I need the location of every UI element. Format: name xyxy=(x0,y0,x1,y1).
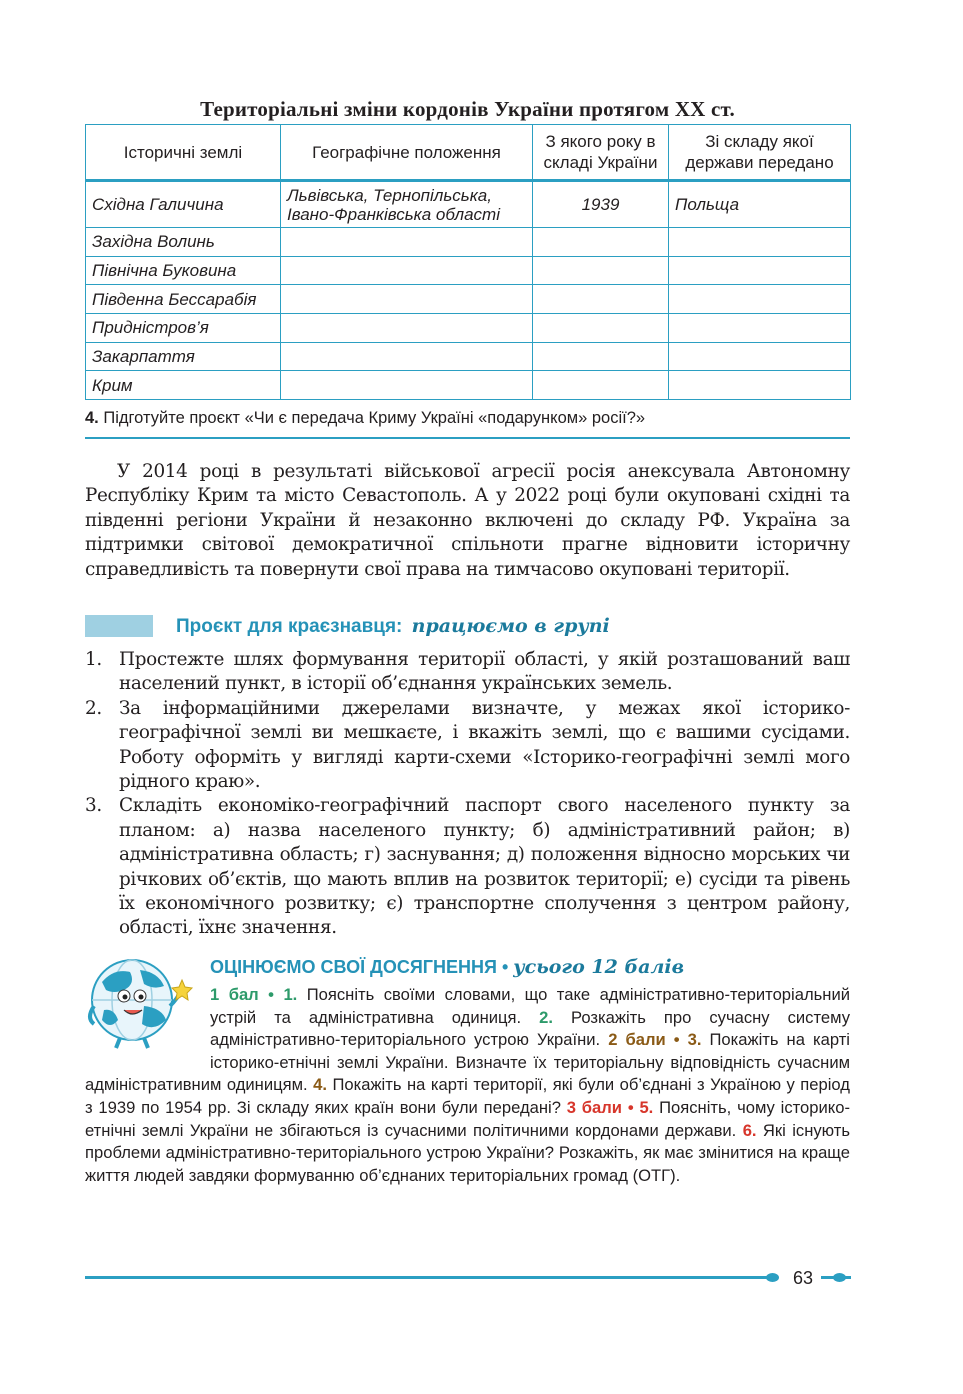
table-row xyxy=(86,285,851,314)
table-cell xyxy=(669,256,851,285)
header-cell: Історичні землі xyxy=(86,125,281,181)
table-cell xyxy=(533,314,669,343)
project-list xyxy=(85,648,850,941)
question-text: Розкажіть про сучасну систему адміністративно-територіального устрою України. xyxy=(210,1007,850,1050)
table-cell xyxy=(533,342,669,371)
question-number: 4. xyxy=(313,1075,327,1095)
table-header-row xyxy=(86,125,851,181)
list-item xyxy=(85,697,850,795)
table-cell: Придністров’я xyxy=(86,314,281,343)
table-cell: Польща xyxy=(669,181,851,228)
list-text: Складіть економіко-географічний паспорт свого населеного пункту за планом: а) назва населеного пункту; б) адміністративний район; в) адміністративна область; г) заснування; д) положення відносно морських чи річкових об’єктів, що мають вплив на розвиток території; е) сусіди та рівень їх економічного розвитку; є) транспортне сполучення з центром району, області, їхнє значення. xyxy=(119,795,850,939)
table-cell: Крим xyxy=(86,371,281,400)
project-marker-bar xyxy=(85,615,153,637)
table-cell xyxy=(281,314,533,343)
question-text: Поясніть своїми словами, що таке адміністративно-територіальний устрій та адміністративна одиниця. xyxy=(210,985,850,1027)
project-subheading: працюємо в групі xyxy=(411,615,610,637)
assessment-body xyxy=(85,984,850,1187)
footer-dot-icon xyxy=(766,1273,779,1282)
project-heading-label: Проєкт для краєзнавця: xyxy=(176,616,403,637)
table-cell xyxy=(533,371,669,400)
table-cell xyxy=(281,342,533,371)
table-cell: Західна Волинь xyxy=(86,228,281,257)
page-number: 63 xyxy=(793,1268,814,1288)
list-text: Простежте шлях формування території області, у якій розташований ваш населений пункт, в історії об’єднання українських земель. xyxy=(119,649,850,695)
question-number: 2. xyxy=(539,1007,553,1027)
table-row xyxy=(86,342,851,371)
footer-rule-end xyxy=(821,1276,851,1279)
table-cell xyxy=(669,285,851,314)
body-paragraph: У 2014 році в результаті військової агресії росія анексувала Автономну Республіку Крим та місто Севастополь. А у 2022 році були окуповані східні та південні регіони України й незаконно включені до складу РФ. Україна за підтримки світової демократичної спільноти прагне відновити історичну справедливість та повернути свої права на тимчасово окуповані території. xyxy=(85,461,850,580)
table-cell xyxy=(669,371,851,400)
table-cell: Південна Бессарабія xyxy=(86,285,281,314)
footer-rule xyxy=(85,1276,768,1279)
table-cell xyxy=(533,228,669,257)
header-cell: Зі складу якої держави передано xyxy=(669,125,851,181)
table-cell: Закарпаття xyxy=(86,342,281,371)
project-heading xyxy=(176,615,610,638)
question-text: Покажіть на карті історико-етнічні землі України. Визначте їх територіальну відповідність сучасним адміністративним одиницям. xyxy=(85,1030,850,1095)
table-row xyxy=(86,371,851,400)
table-row xyxy=(86,256,851,285)
score-label: 1 бал • 1. xyxy=(210,985,298,1004)
header-cell: Географічне положення xyxy=(281,125,533,181)
question-text: Які існують проблеми адміністративно-територіального устрою України? Розкажіть, як має змінитися на краще життя людей завдяки формуванню об’єднаних територіальних громад (ОТГ). xyxy=(85,1120,851,1185)
table-cell xyxy=(281,285,533,314)
question-text: Поясніть, чому історико-етнічні землі України не збігаються із сучасними політичними кордонами держави. xyxy=(85,1097,850,1140)
table-cell xyxy=(533,256,669,285)
section-divider xyxy=(85,437,850,439)
table-cell xyxy=(669,228,851,257)
table-title: Територіальні зміни кордонів України протягом XX ст. xyxy=(200,97,735,121)
assessment-heading-label: ОЦІНЮЄМО СВОЇ ДОСЯГНЕННЯ xyxy=(210,957,497,977)
table-row xyxy=(86,314,851,343)
task-4 xyxy=(85,409,645,428)
table-cell xyxy=(281,371,533,400)
task-4-number: 4. xyxy=(85,409,99,427)
table-cell: Північна Буковина xyxy=(86,256,281,285)
list-item xyxy=(85,648,850,697)
table-cell xyxy=(533,285,669,314)
list-number: 3. xyxy=(85,795,102,817)
table-cell xyxy=(669,342,851,371)
list-number: 2. xyxy=(85,697,102,719)
table-cell: Львівська, Тернопільська, Івано-Франківська області xyxy=(281,181,533,228)
borders-table xyxy=(85,124,851,400)
score-label: 3 бали • 5. xyxy=(566,1097,654,1117)
assessment-bullet: • xyxy=(501,957,509,977)
question-text: Покажіть на карті території, які були об’єднані з Україною у період з 1939 по 1954 рр. Зі складу яких країн вони були передані? xyxy=(85,1075,850,1117)
task-4-text: Підготуйте проєкт «Чи є передача Криму Україні «подарунком» росії?» xyxy=(103,409,646,427)
list-text: За інформаційними джерелами визначте, у межах якої історико-географічної землі ви мешкаєте, і вкажіть землі, що є вашими сусідами. Роботу оформіть у вигляді карти-схеми «Історико-географічні землі мого рідного краю». xyxy=(119,697,850,793)
score-label: 2 бали • 3. xyxy=(608,1030,702,1050)
table-cell: 1939 xyxy=(533,181,669,228)
list-item xyxy=(85,794,850,940)
assessment-heading xyxy=(210,956,684,978)
table-cell xyxy=(281,256,533,285)
table-row xyxy=(86,181,851,228)
header-cell: З якого року в складі України xyxy=(533,125,669,181)
question-number: 6. xyxy=(742,1120,757,1140)
table-cell: Східна Галичина xyxy=(86,181,281,228)
table-cell xyxy=(669,314,851,343)
table-cell xyxy=(281,228,533,257)
list-number: 1. xyxy=(85,649,102,670)
table-row xyxy=(86,228,851,257)
assessment-subheading: усього 12 балів xyxy=(513,956,685,978)
